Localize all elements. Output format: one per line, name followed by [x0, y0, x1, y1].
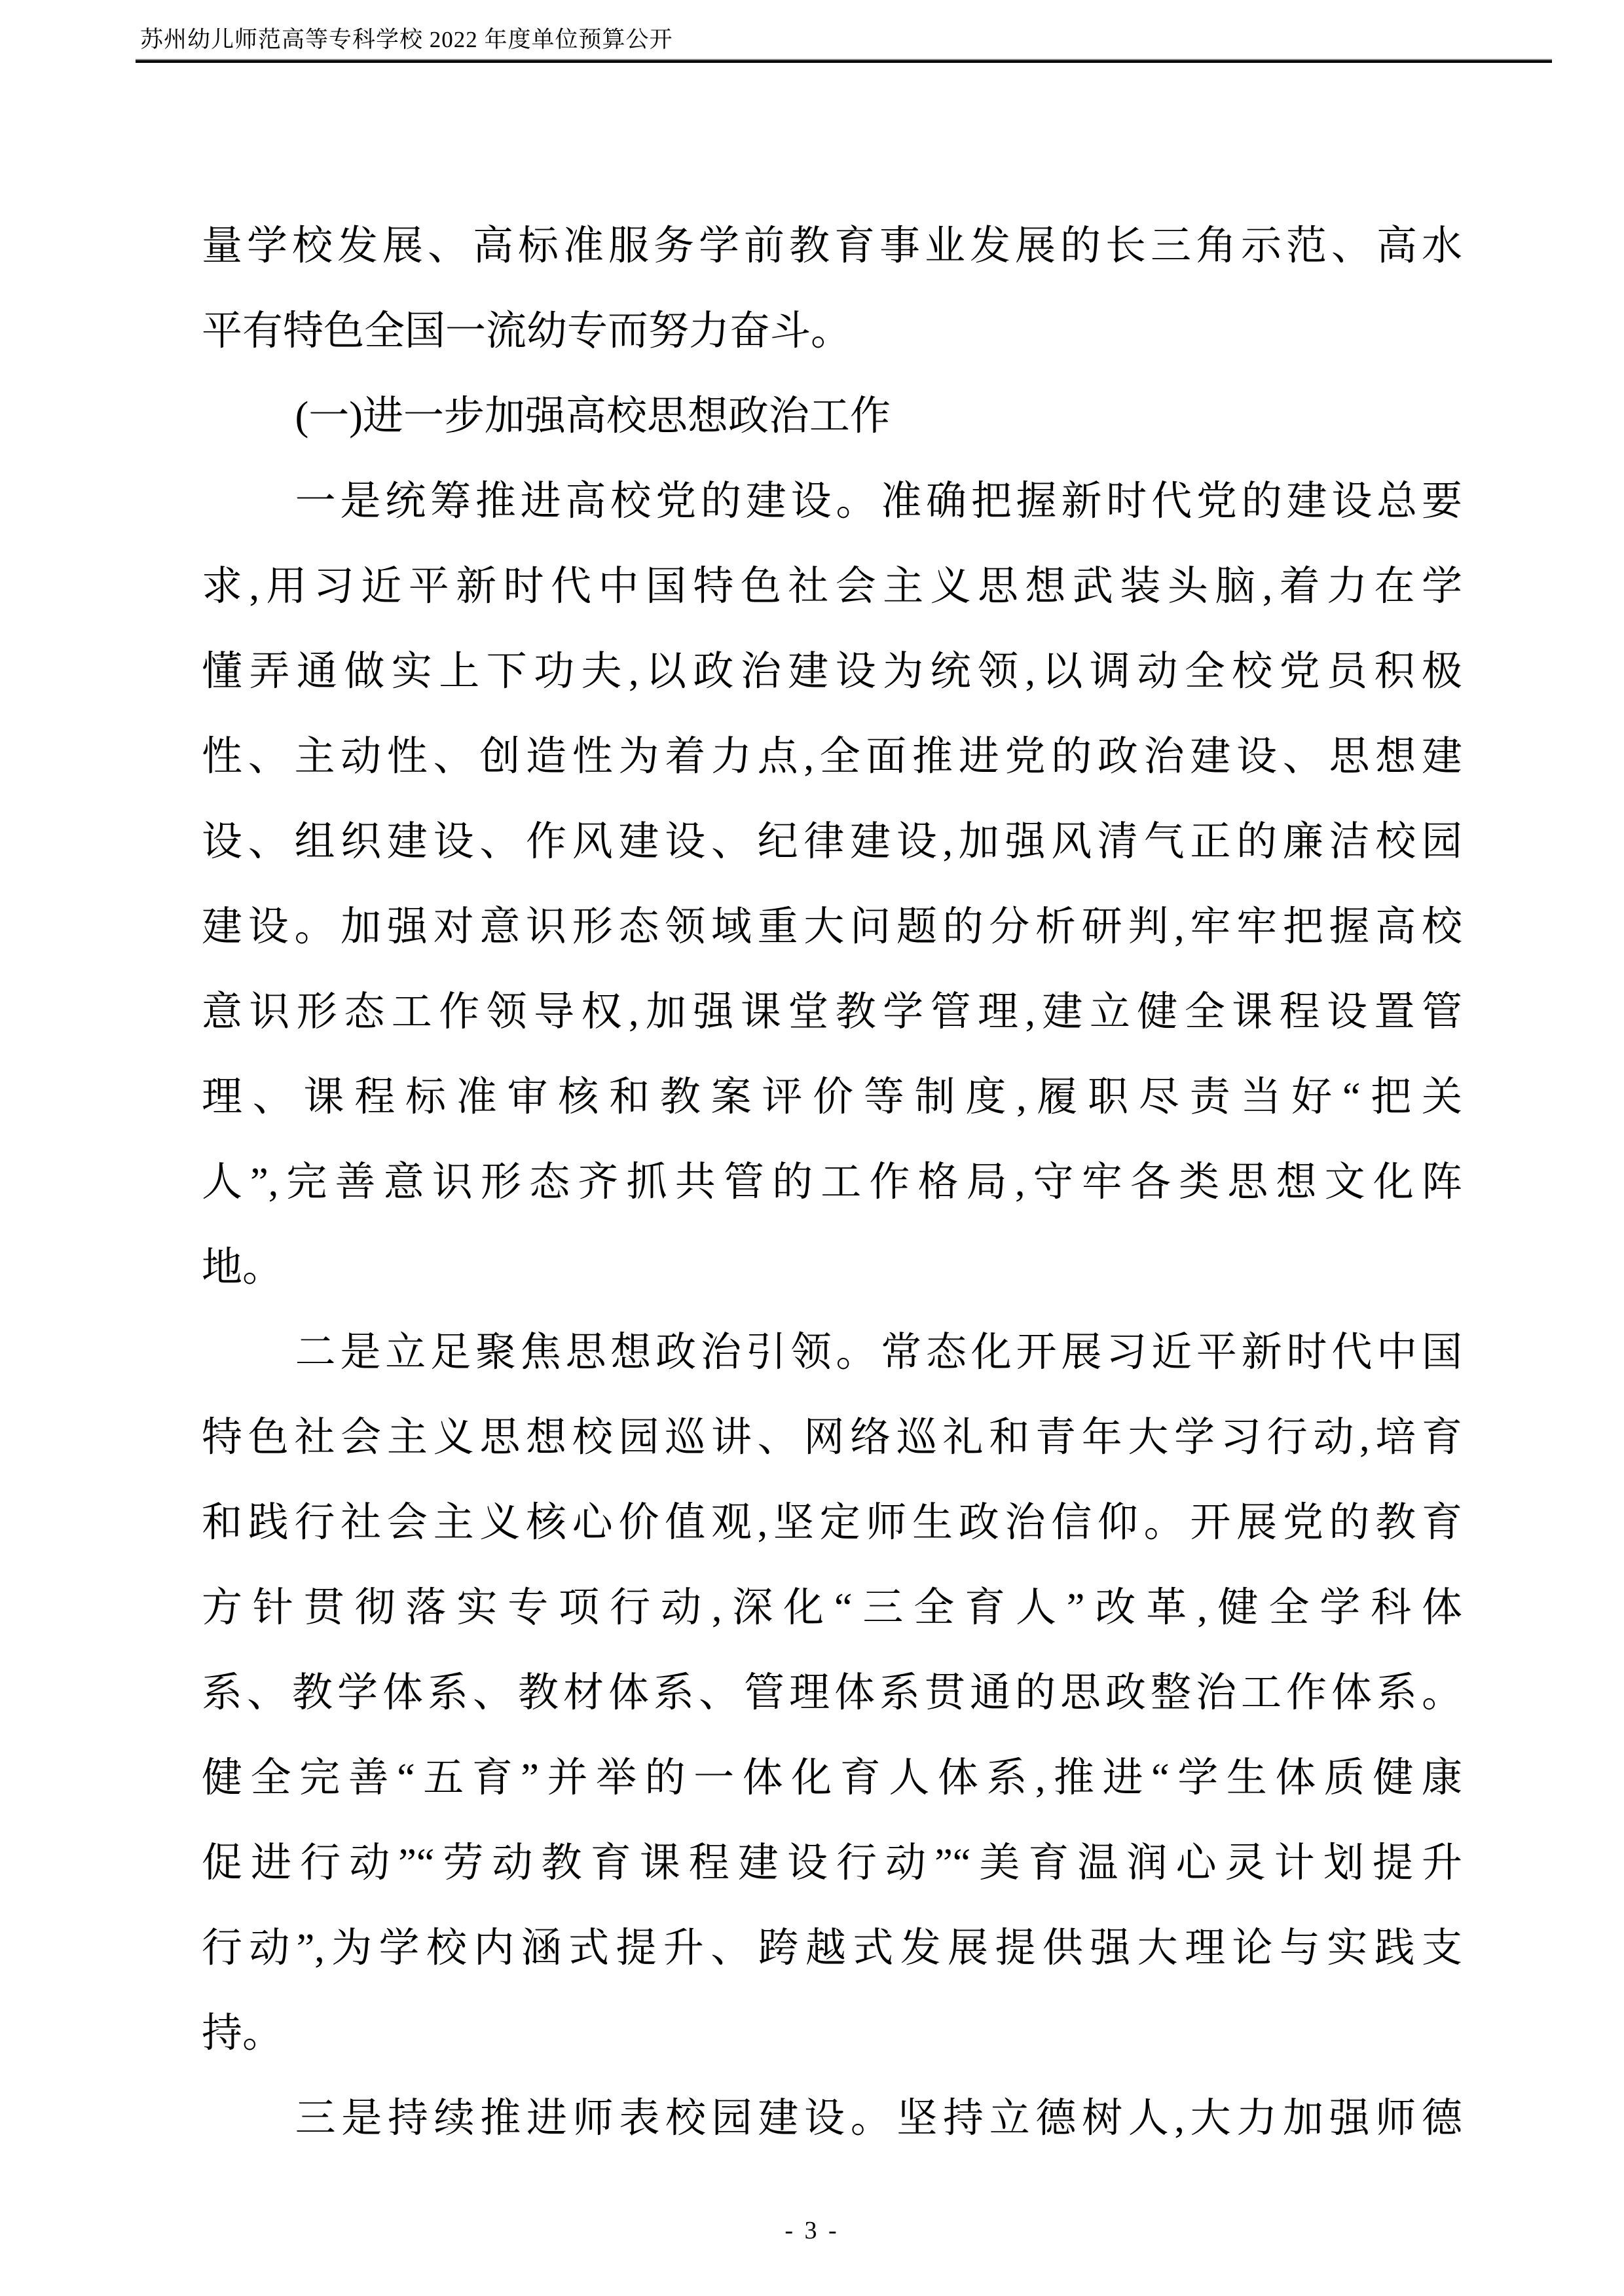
document-line: 持。 [202, 2011, 284, 2056]
document-line: 量学校发展、高标准服务学前教育事业发展的长三角示范、高水 [202, 224, 1462, 268]
header-title: 苏州幼儿师范高等专科学校 2022 年度单位预算公开 [140, 27, 673, 52]
document-line: 懂弄通做实上下功夫,以政治建设为统领,以调动全校党员积极 [202, 649, 1462, 694]
document-line: 和践行社会主义核心价值观,坚定师生政治信仰。开展党的教育 [202, 1501, 1462, 1545]
document-line: 特色社会主义思想校园巡讲、网络巡礼和青年大学习行动,培育 [202, 1415, 1462, 1460]
document-line: 性、主动性、创造性为着力点,全面推进党的政治建设、思想建 [202, 735, 1462, 779]
header-rule [136, 60, 1552, 63]
document-line: 促进行动”“劳动教育课程建设行动”“美育温润心灵计划提升 [202, 1841, 1462, 1886]
document-line: (一)进一步加强高校思想政治工作 [295, 394, 891, 439]
document-body [202, 204, 1462, 2161]
document-line: 理、课程标准审核和教案评价等制度,履职尽责当好“把关 [202, 1075, 1462, 1120]
document-line: 求,用习近平新时代中国特色社会主义思想武装头脑,着力在学 [202, 564, 1462, 609]
document-line: 意识形态工作领导权,加强课堂教学管理,建立健全课程设置管 [202, 990, 1462, 1034]
document-line: 地。 [202, 1245, 284, 1290]
document-line: 一是统筹推进高校党的建设。准确把握新时代党的建设总要 [295, 479, 1462, 524]
document-line: 三是持续推进师表校园建设。坚持立德树人,大力加强师德 [295, 2096, 1462, 2141]
document-line: 平有特色全国一流幼专而努力奋斗。 [202, 309, 852, 354]
document-line: 人”,完善意识形态齐抓共管的工作格局,守牢各类思想文化阵 [202, 1160, 1462, 1205]
document-line: 系、教学体系、教材体系、管理体系贯通的思政整治工作体系。 [202, 1671, 1462, 1715]
document-line: 方针贯彻落实专项行动,深化“三全育人”改革,健全学科体 [202, 1586, 1462, 1630]
document-line: 二是立足聚焦思想政治引领。常态化开展习近平新时代中国 [295, 1330, 1462, 1375]
document-line: 行动”,为学校内涵式提升、跨越式发展提供强大理论与实践支 [202, 1926, 1462, 1971]
document-line: 建设。加强对意识形态领域重大问题的分析研判,牢牢把握高校 [202, 905, 1462, 949]
document-line: 健全完善“五育”并举的一体化育人体系,推进“学生体质健康 [202, 1756, 1462, 1800]
page-number: - 3 - [784, 2217, 840, 2244]
document-line: 设、组织建设、作风建设、纪律建设,加强风清气正的廉洁校园 [202, 820, 1462, 864]
